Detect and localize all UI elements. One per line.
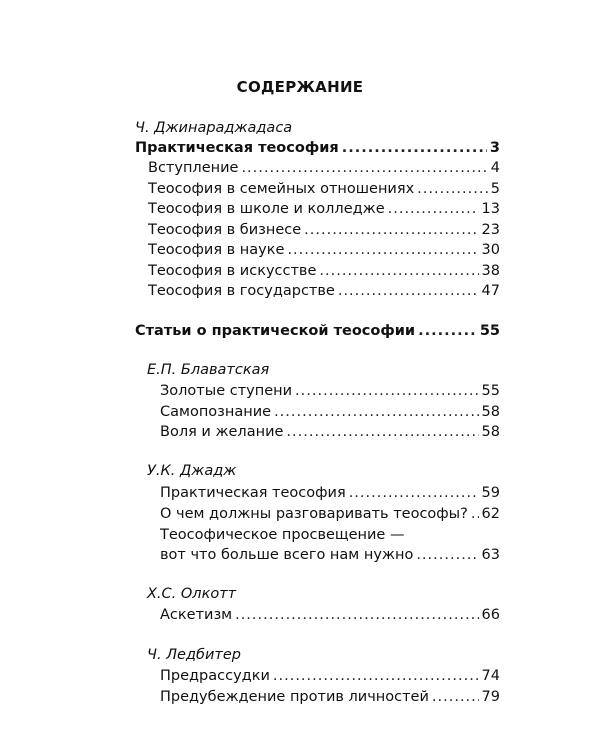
entry-page: 38 [481, 263, 500, 279]
page-title: СОДЕРЖАНИЕ [236, 78, 364, 96]
author-name: Х.С. Олкотт [147, 586, 237, 602]
dot-leader [342, 139, 487, 157]
toc-entry[interactable] [148, 241, 500, 259]
entry-page: 30 [481, 242, 500, 258]
entry-page: 3 [489, 140, 500, 156]
entry-page: 55 [481, 383, 500, 399]
toc-entry[interactable] [148, 221, 500, 239]
author-name: У.К. Джадж [147, 463, 237, 479]
entry-title: Предубеждение против личностей [160, 689, 429, 705]
entry-page: 74 [481, 668, 500, 684]
entry-title: Золотые ступени [160, 383, 293, 399]
toc-entry[interactable] [160, 484, 500, 502]
dot-leader [349, 484, 479, 502]
dot-leader [286, 423, 478, 441]
entry-page: 58 [481, 404, 500, 420]
entry-title: Вступление [148, 160, 239, 176]
entry-title: вот что больше всего нам нужно [160, 547, 414, 563]
author-name: Е.П. Блаватская [147, 362, 270, 378]
entry-page: 4 [490, 160, 500, 176]
dot-leader [432, 688, 479, 706]
toc-entry[interactable] [160, 546, 500, 564]
dot-leader [287, 241, 478, 259]
dot-leader [235, 606, 478, 624]
toc-entry-line[interactable]: Теософическое просвещение — [160, 527, 405, 543]
entry-title: Практическая теософия [135, 140, 339, 156]
dot-leader [416, 546, 478, 564]
dot-leader [417, 180, 488, 198]
toc-entry[interactable] [160, 606, 500, 624]
entry-title: Теософия в бизнесе [148, 222, 302, 238]
dot-leader [338, 282, 479, 300]
entry-page: 5 [490, 181, 500, 197]
toc-entry[interactable] [148, 180, 500, 198]
entry-title: Теософия в искусстве [148, 263, 317, 279]
entry-page: 59 [481, 485, 500, 501]
entry-title: Воля и желание [160, 424, 284, 440]
entry-page: 63 [481, 547, 500, 563]
toc-entry[interactable] [160, 688, 500, 706]
entry-page: 62 [481, 506, 500, 522]
toc-main-entry[interactable] [135, 139, 500, 157]
toc-entry[interactable] [160, 403, 500, 421]
toc-entry[interactable] [148, 282, 500, 300]
dot-leader [319, 262, 478, 280]
toc-entry[interactable] [160, 423, 500, 441]
entry-page: 47 [481, 283, 500, 299]
toc-entry[interactable] [148, 262, 500, 280]
entry-page: 23 [481, 222, 500, 238]
dot-leader [418, 322, 477, 340]
entry-page: 13 [481, 201, 500, 217]
dot-leader [295, 382, 479, 400]
entry-title: Теософия в школе и колледже [148, 201, 385, 217]
entry-page: 66 [481, 607, 500, 623]
dot-leader [471, 505, 479, 523]
toc-entry[interactable] [148, 200, 500, 218]
toc-entry[interactable] [160, 667, 500, 685]
dot-leader [241, 159, 487, 177]
dot-leader [274, 403, 478, 421]
dot-leader [304, 221, 478, 239]
entry-title: Теософия в науке [148, 242, 285, 258]
author-name: Ч. Джинараджадаса [135, 120, 293, 136]
entry-title: Практическая теософия [160, 485, 346, 501]
toc-entry[interactable] [160, 505, 500, 523]
toc-entry[interactable] [148, 159, 500, 177]
toc-entry[interactable] [160, 382, 500, 400]
dot-leader [273, 667, 479, 685]
author-name: Ч. Ледбитер [147, 647, 241, 663]
toc-main-entry[interactable] [135, 322, 500, 340]
entry-title: Предрассудки [160, 668, 270, 684]
entry-title: Статьи о практической теософии [135, 323, 416, 339]
entry-title: Теософия в семейных отношениях [148, 181, 415, 197]
entry-page: 55 [479, 323, 500, 339]
entry-title: О чем должны разговаривать теософы? [160, 506, 468, 522]
entry-page: 79 [481, 689, 500, 705]
entry-title: Самопознание [160, 404, 272, 420]
entry-page: 58 [481, 424, 500, 440]
dot-leader [388, 200, 479, 218]
entry-title: Теософия в государстве [148, 283, 335, 299]
entry-title: Аскетизм [160, 607, 233, 623]
